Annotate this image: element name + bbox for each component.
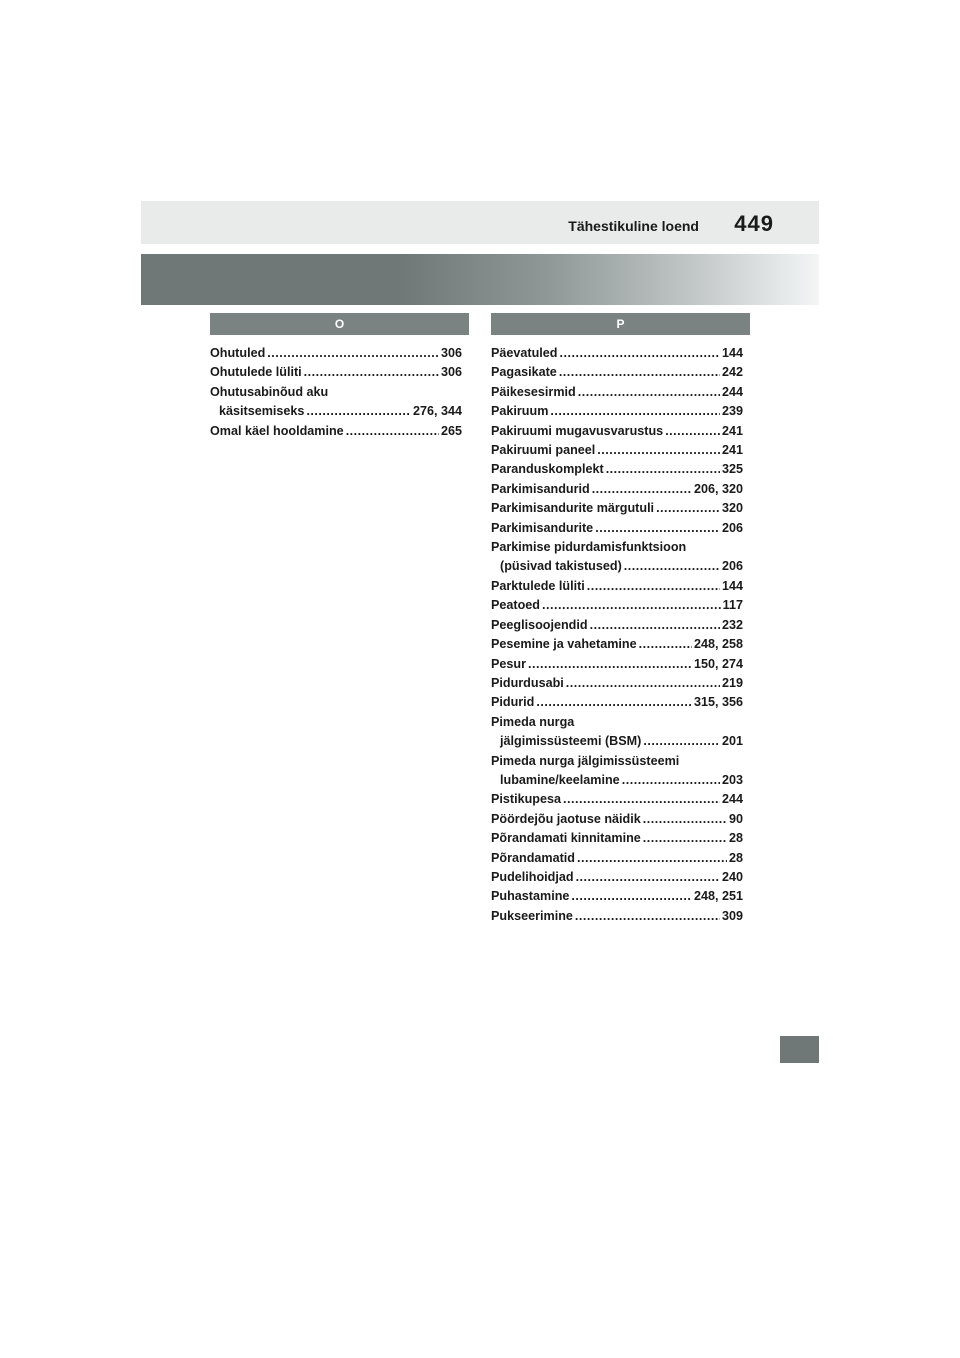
index-term: Parktulede lüliti xyxy=(491,578,585,593)
dot-leader xyxy=(576,868,720,887)
dot-leader xyxy=(665,422,720,441)
index-entry xyxy=(210,344,462,363)
index-entry xyxy=(491,616,743,635)
index-entry xyxy=(491,829,743,848)
index-entry xyxy=(491,441,743,460)
section-letter-p: P xyxy=(491,313,750,335)
index-term: Pistikupesa xyxy=(491,792,561,807)
index-entry xyxy=(491,771,743,790)
index-entry xyxy=(491,363,743,382)
index-entry xyxy=(491,887,743,906)
page-reference: 320 xyxy=(721,501,743,516)
section-p xyxy=(491,313,750,926)
dot-leader xyxy=(528,655,692,674)
index-term: Puhastamine xyxy=(491,889,570,904)
index-entry xyxy=(210,402,462,421)
dot-leader xyxy=(590,616,720,635)
dot-leader xyxy=(536,693,692,712)
index-term: Pesur xyxy=(491,656,527,671)
page-reference: 241 xyxy=(721,443,743,458)
index-term: Pöördejõu jaotuse näidik xyxy=(491,811,641,826)
index-entry xyxy=(491,849,743,868)
dot-leader xyxy=(622,771,720,790)
page-reference: 325 xyxy=(721,462,743,477)
page-title: Tähestikuline loend xyxy=(568,218,699,234)
page-reference: 239 xyxy=(721,404,743,419)
index-entry xyxy=(491,868,743,887)
dot-leader xyxy=(606,460,720,479)
dot-leader xyxy=(643,732,720,751)
index-entry xyxy=(491,460,743,479)
section-letter-o: O xyxy=(210,313,469,335)
section-o xyxy=(210,313,469,441)
dot-leader xyxy=(624,557,720,576)
dot-leader xyxy=(566,674,720,693)
page-reference: 248, 251 xyxy=(693,889,743,904)
page-reference: 315, 356 xyxy=(693,695,743,710)
index-entry-label: Ohutusabinõud aku xyxy=(210,384,329,399)
index-entry xyxy=(491,596,743,615)
chapter-tab xyxy=(780,1036,819,1063)
index-term: Päikesesirmid xyxy=(491,384,576,399)
index-entry-label: Parkimise pidurdamisfunktsioon xyxy=(491,540,687,555)
index-term: Pidurdusabi xyxy=(491,675,564,690)
index-term: jälgimissüsteemi (BSM) xyxy=(500,734,642,749)
index-entry xyxy=(491,635,743,654)
page-reference: 28 xyxy=(728,850,743,865)
index-entry xyxy=(491,499,743,518)
page-reference: 219 xyxy=(721,675,743,690)
page-reference: 117 xyxy=(722,598,743,613)
index-term: Parkimisandurid xyxy=(491,481,590,496)
page-reference: 276, 344 xyxy=(412,404,462,419)
index-entry xyxy=(491,480,743,499)
index-entry xyxy=(491,674,743,693)
page-reference: 309 xyxy=(721,908,743,923)
index-term: käsitsemiseks xyxy=(219,404,305,419)
dot-leader xyxy=(597,441,720,460)
index-term: Pakiruum xyxy=(491,404,549,419)
index-term: Pesemine ja vahetamine xyxy=(491,637,637,652)
index-term: Ohutuled xyxy=(210,346,266,360)
index-entry xyxy=(491,402,743,421)
page-reference: 248, 258 xyxy=(693,637,743,652)
dot-leader xyxy=(592,480,692,499)
index-entry xyxy=(491,557,743,576)
index-term: Peatoed xyxy=(491,598,540,613)
page-reference: 144 xyxy=(721,346,743,360)
index-entry xyxy=(210,422,462,441)
dot-leader xyxy=(267,344,439,363)
page-reference: 144 xyxy=(721,578,743,593)
dot-leader xyxy=(595,519,720,538)
page-reference: 240 xyxy=(721,869,743,884)
index-entry xyxy=(491,344,743,363)
index-term: Põrandamatid xyxy=(491,850,575,865)
dot-leader xyxy=(346,422,439,441)
index-entry xyxy=(210,363,462,382)
page-reference: 206 xyxy=(721,559,743,574)
dot-leader xyxy=(578,383,720,402)
dot-leader xyxy=(306,402,411,421)
index-term: Omal käel hooldamine xyxy=(210,423,344,438)
dot-leader xyxy=(571,887,692,906)
index-term: Pagasikate xyxy=(491,365,557,380)
page-reference: 244 xyxy=(721,384,743,399)
dot-leader xyxy=(577,849,727,868)
index-term: Pudelihoidjad xyxy=(491,869,574,884)
index-entry-label: Pimeda nurga xyxy=(491,714,575,729)
page-reference: 241 xyxy=(721,423,743,438)
index-term: Parkimisandurite xyxy=(491,520,594,535)
dot-leader xyxy=(542,596,721,615)
page-reference: 242 xyxy=(721,365,743,380)
index-term: Peeglisoojendid xyxy=(491,617,588,632)
index-entry xyxy=(491,383,743,402)
index-entry xyxy=(491,810,743,829)
index-entry xyxy=(491,790,743,809)
index-term: Pakiruumi mugavusvarustus xyxy=(491,423,664,438)
page-reference: 28 xyxy=(728,831,743,846)
page-reference: 90 xyxy=(728,811,743,826)
page-reference: 306 xyxy=(440,365,462,380)
dot-leader xyxy=(575,907,720,926)
index-term: lubamine/keelamine xyxy=(500,772,620,787)
dot-leader xyxy=(563,790,720,809)
index-term: Paranduskomplekt xyxy=(491,462,604,477)
index-entry xyxy=(491,693,743,712)
index-list-o xyxy=(210,344,469,441)
index-term: Pakiruumi paneel xyxy=(491,443,596,458)
page-reference: 201 xyxy=(721,734,743,749)
decorative-gradient-band xyxy=(141,254,819,305)
page-reference: 244 xyxy=(721,792,743,807)
index-term: Põrandamati kinnitamine xyxy=(491,831,641,846)
index-entry xyxy=(491,732,743,751)
index-term: (püsivad takistused) xyxy=(500,559,622,574)
index-term: Päevatuled xyxy=(491,346,558,360)
index-list-p xyxy=(491,344,750,926)
index-term: Pukseerimine xyxy=(491,908,573,923)
page-reference: 203 xyxy=(721,772,743,787)
dot-leader xyxy=(587,577,720,596)
index-term: Parkimisandurite märgutuli xyxy=(491,501,655,516)
index-entry xyxy=(491,907,743,926)
page-reference: 265 xyxy=(440,423,462,438)
index-entry xyxy=(491,655,743,674)
index-term: Pidurid xyxy=(491,695,535,710)
page-reference: 232 xyxy=(721,617,743,632)
page-header xyxy=(141,201,819,244)
dot-leader xyxy=(656,499,720,518)
index-entry xyxy=(491,577,743,596)
dot-leader xyxy=(643,810,727,829)
dot-leader xyxy=(559,363,720,382)
page-reference: 206 xyxy=(721,520,743,535)
dot-leader xyxy=(304,363,439,382)
page-reference: 150, 274 xyxy=(693,656,743,671)
page-reference: 306 xyxy=(440,346,462,360)
dot-leader xyxy=(639,635,692,654)
dot-leader xyxy=(643,829,727,848)
page-reference: 206, 320 xyxy=(693,481,743,496)
index-term: Ohutulede lüliti xyxy=(210,365,302,380)
index-entry xyxy=(491,422,743,441)
dot-leader xyxy=(550,402,720,421)
dot-leader xyxy=(560,344,720,363)
page-number: 449 xyxy=(734,211,774,236)
index-entry-label: Pimeda nurga jälgimissüsteemi xyxy=(491,753,680,768)
index-entry xyxy=(491,519,743,538)
